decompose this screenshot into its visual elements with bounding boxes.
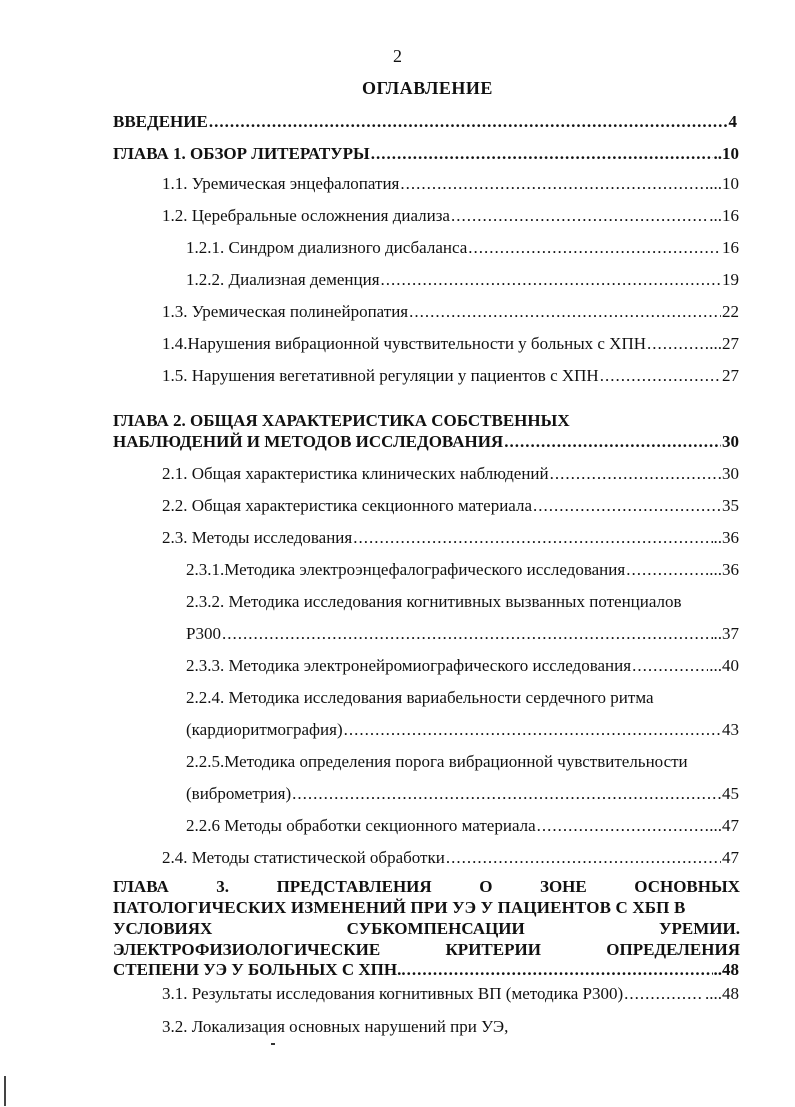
toc-label: Р300 xyxy=(186,624,221,643)
word: О xyxy=(479,877,493,896)
toc-label: 2.3. Методы исследования xyxy=(162,528,353,547)
toc-entry-1-2-2[interactable] xyxy=(186,268,739,292)
toc-entry-1-4[interactable] xyxy=(162,332,739,356)
page-number: 2 xyxy=(393,46,402,66)
word: УСЛОВИЯХ xyxy=(113,919,213,938)
word: КРИТЕРИИ xyxy=(445,940,541,959)
toc-label: 1.2. Церебральные осложнения диализа xyxy=(162,206,450,225)
toc-label: 2.3.3. Методика электронейромиографического исследования xyxy=(186,656,632,675)
toc-leader xyxy=(647,332,708,356)
toc-entry-2-3-2-line1[interactable]: 2.3.2. Методика исследования когнитивных вызванных потенциалов xyxy=(186,592,682,611)
toc-leader xyxy=(209,110,728,134)
toc-entry-introduction[interactable] xyxy=(113,110,737,134)
toc-page: 45 xyxy=(722,784,739,803)
toc-entry-2-3-1[interactable] xyxy=(186,558,739,582)
toc-page: 16 xyxy=(722,238,739,257)
toc-page: 22 xyxy=(722,302,739,321)
toc-entry-chapter-3-line3[interactable] xyxy=(113,918,740,940)
toc-leader xyxy=(292,782,721,806)
toc-entry-3-2[interactable]: 3.2. Локализация основных нарушений при УЭ, xyxy=(162,1017,509,1036)
toc-label: (виброметрия) xyxy=(186,784,292,803)
toc-leader xyxy=(222,622,713,646)
toc-label: 2.4. Методы статистической обработки xyxy=(162,848,445,867)
toc-entry-3-1[interactable] xyxy=(162,982,739,1006)
toc-entry-2-2-4-line1[interactable]: 2.2.4. Методика исследования вариабельности сердечного ритма xyxy=(186,688,654,707)
toc-page: ...47 xyxy=(709,816,739,835)
toc-leader xyxy=(600,364,721,388)
toc-entry-1-1[interactable] xyxy=(162,172,739,196)
toc-label: НАБЛЮДЕНИЙ И МЕТОДОВ ИССЛЕДОВАНИЯ xyxy=(113,432,504,451)
toc-leader xyxy=(550,462,721,486)
toc-label: 1.3. Уремическая полинейропатия xyxy=(162,302,409,321)
toc-page: ....48 xyxy=(705,984,739,1003)
toc-leader xyxy=(400,172,708,196)
toc-page: ...40 xyxy=(709,656,739,675)
toc-entry-chapter-3-line2[interactable]: ПАТОЛОГИЧЕСКИХ ИЗМЕНЕНИЙ ПРИ УЭ У ПАЦИЕНТОВ С ХБП В xyxy=(113,898,686,917)
toc-entry-2-2-6[interactable] xyxy=(186,814,739,838)
toc-label: 1.2.2. Диализная деменция xyxy=(186,270,380,289)
toc-page: 30 xyxy=(722,432,739,451)
toc-label: 1.2.1. Синдром диализного дисбаланса xyxy=(186,238,468,257)
toc-leader xyxy=(344,718,721,742)
toc-entry-1-2-1[interactable] xyxy=(186,236,739,260)
toc-entry-2-2-4[interactable] xyxy=(186,718,739,742)
toc-label: ГЛАВА 1. ОБЗОР ЛИТЕРАТУРЫ xyxy=(113,144,370,163)
toc-leader xyxy=(353,526,712,550)
toc-entry-1-2[interactable] xyxy=(162,204,739,228)
word: ОПРЕДЕЛЕНИЯ xyxy=(606,940,740,959)
toc-leader xyxy=(468,236,721,260)
toc-page: ..36 xyxy=(713,528,739,547)
toc-entry-chapter-2-line1[interactable]: ГЛАВА 2. ОБЩАЯ ХАРАКТЕРИСТИКА СОБСТВЕННЫХ xyxy=(113,411,570,430)
word: 3. xyxy=(216,877,230,896)
toc-label: 1.4.Нарушения вибрационной чувствительности у больных с ХПН xyxy=(162,334,646,353)
toc-leader xyxy=(371,142,713,166)
toc-page: 30 xyxy=(722,464,739,483)
toc-label: ВВЕДЕНИЕ xyxy=(113,112,208,131)
toc-label: 2.3.1.Методика электроэнцефалографического исследования xyxy=(186,560,626,579)
toc-label: 2.1. Общая характеристика клинических наблюдений xyxy=(162,464,549,483)
toc-page: ..37 xyxy=(713,624,739,643)
toc-label: (кардиоритмография) xyxy=(186,720,343,739)
word: ПРЕДСТАВЛЕНИЯ xyxy=(276,877,432,896)
toc-entry-1-3[interactable] xyxy=(162,300,739,324)
word: ЗОНЕ xyxy=(539,877,587,896)
toc-leader xyxy=(407,958,713,982)
toc-entry-chapter-3[interactable] xyxy=(113,958,739,982)
toc-page: ..10 xyxy=(713,144,739,163)
toc-entry-2-3[interactable] xyxy=(162,526,739,550)
toc-leader xyxy=(409,300,721,324)
toc-leader xyxy=(537,814,709,838)
toc-leader xyxy=(626,558,704,582)
toc-page: 27 xyxy=(722,366,739,385)
word: УРЕМИИ. xyxy=(659,919,740,938)
toc-entry-2-3-2[interactable] xyxy=(186,622,739,646)
toc-entry-2-2-5[interactable] xyxy=(186,782,739,806)
toc-leader xyxy=(446,846,721,870)
toc-entry-2-3-3[interactable] xyxy=(186,654,739,678)
toc-page: ..48 xyxy=(713,960,739,979)
toc-leader xyxy=(451,204,708,228)
toc-page: 19 xyxy=(722,270,739,289)
toc-label: 2.2. Общая характеристика секционного материала xyxy=(162,496,533,515)
toc-leader xyxy=(624,982,704,1006)
toc-entry-1-5[interactable] xyxy=(162,364,739,388)
scan-edge-mark xyxy=(4,1076,6,1106)
toc-page: 4 xyxy=(728,112,737,131)
toc-leader xyxy=(632,654,708,678)
toc-entry-2-2-5-line1[interactable]: 2.2.5.Методика определения порога вибрационной чувствительности xyxy=(186,752,688,771)
toc-label: 1.5. Нарушения вегетативной регуляции у пациентов с ХПН xyxy=(162,366,599,385)
toc-page: 47 xyxy=(722,848,739,867)
toc-entry-chapter-3-line1[interactable] xyxy=(113,876,740,898)
toc-label: 3.1. Результаты исследования когнитивных ВП (методика Р300) xyxy=(162,984,624,1003)
toc-entry-2-1[interactable] xyxy=(162,462,739,486)
toc-page: 43 xyxy=(722,720,739,739)
scan-speck xyxy=(271,1043,275,1045)
toc-page: ....36 xyxy=(705,560,739,579)
page-title: ОГЛАВЛЕНИЕ xyxy=(362,78,493,98)
toc-page: ...10 xyxy=(709,174,739,193)
toc-entry-chapter-2[interactable] xyxy=(113,430,739,454)
toc-leader xyxy=(504,430,721,454)
word: СУБКОМПЕНСАЦИИ xyxy=(346,919,525,938)
toc-page: ...16 xyxy=(709,206,739,225)
toc-entry-2-2[interactable] xyxy=(162,494,739,518)
toc-entry-chapter-1[interactable] xyxy=(113,142,739,166)
toc-label: 1.1. Уремическая энцефалопатия xyxy=(162,174,400,193)
toc-label: 2.2.6 Методы обработки секционного материала xyxy=(186,816,536,835)
toc-page: ...27 xyxy=(709,334,739,353)
toc-entry-2-4[interactable] xyxy=(162,846,739,870)
toc-page: 35 xyxy=(722,496,739,515)
word: ЭЛЕКТРОФИЗИОЛОГИЧЕСКИЕ xyxy=(113,940,381,959)
toc-leader xyxy=(381,268,721,292)
word: ОСНОВНЫХ xyxy=(634,877,740,896)
toc-label: СТЕПЕНИ УЭ У БОЛЬНЫХ С ХПН.. xyxy=(113,960,406,979)
toc-leader xyxy=(533,494,721,518)
word: ГЛАВА xyxy=(113,877,169,896)
